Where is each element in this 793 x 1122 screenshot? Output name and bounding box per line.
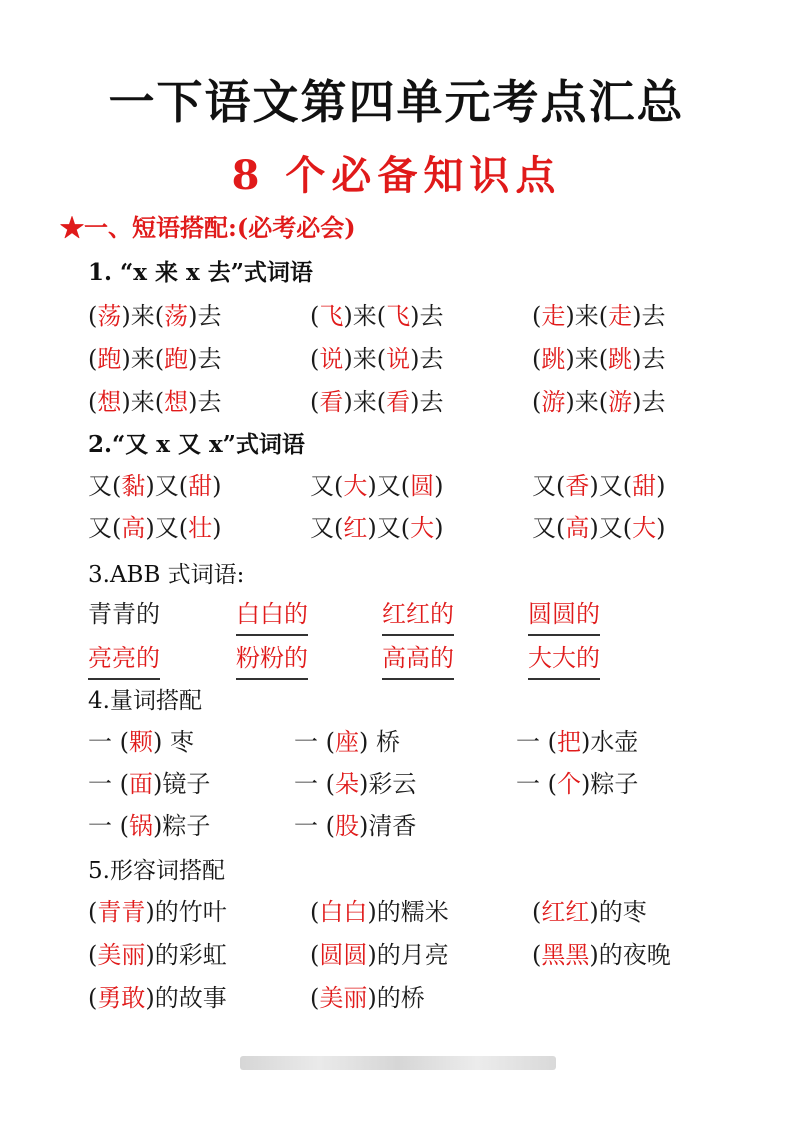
phrase-text: )的月亮 [367,941,449,969]
phrase [310,510,443,546]
answer-word: 看 [386,388,411,416]
phrase-text: ( [532,302,542,330]
phrase-text: )的桥 [367,984,425,1012]
phrase [88,468,221,504]
phrase-text: ( [310,345,320,373]
phrase-text: )又( [367,514,411,542]
answer-word: 红 [343,514,368,542]
phrase-text: 又( [88,472,122,500]
phrase-text: ( [310,941,320,969]
watermark-bar [240,1056,556,1070]
phrase-text: )水壶 [581,728,639,756]
phrase-text: )来( [121,345,165,373]
phrase-text: ( [310,898,320,926]
answer-word: 把 [557,728,581,756]
phrase-text: ) [212,472,222,500]
subsection-heading-4: 4.量词搭配 [88,688,202,714]
subsection-heading-1: 1. “x 来 x 去”式词语 [88,259,313,286]
section-heading-1: ★一、短语搭配:(必考必会) [60,213,356,242]
abb-word: 高高的 [382,640,454,680]
answer-word: 壮 [188,514,213,542]
phrase-text: )来( [565,388,609,416]
phrase-text: 一 ( [516,728,557,756]
answer-word: 白白 [319,898,368,926]
phrase-text: 一 ( [516,770,557,798]
phrase-text: )来( [343,345,387,373]
phrase-text: ( [532,941,542,969]
phrase-text: 又( [310,514,344,542]
answer-word: 甜 [188,472,213,500]
phrase-text: )又( [589,514,633,542]
answer-word: 颗 [129,728,153,756]
phrase-text: )去 [632,388,666,416]
phrase-text: ( [532,898,542,926]
phrase-text: 一 ( [294,728,335,756]
phrase-text: )的竹叶 [145,898,227,926]
phrase-text: )的彩虹 [145,941,227,969]
phrase [310,937,449,973]
phrase [310,894,449,930]
phrase [88,724,194,760]
phrase-text: )去 [410,388,444,416]
page-title: 一下语文第四单元考点汇总 [108,75,685,129]
phrase-text: )来( [565,302,609,330]
phrase [310,384,443,420]
answer-word: 圆圆 [319,941,368,969]
phrase-text: ( [310,984,320,1012]
phrase-text: )来( [343,302,387,330]
phrase-text: )去 [632,345,666,373]
phrase [310,468,443,504]
abb-word: 白白的 [236,596,308,636]
phrase-text: )来( [121,388,165,416]
phrase-text: ( [88,388,98,416]
phrase [88,980,227,1016]
phrase-text: )去 [188,302,222,330]
answer-word: 荡 [97,302,122,330]
phrase-text: 一 ( [294,770,335,798]
phrase-text: )来( [121,302,165,330]
answer-word: 黑黑 [541,941,590,969]
phrase-text: )的故事 [145,984,227,1012]
phrase-text: )来( [343,388,387,416]
answer-word: 大 [410,514,435,542]
phrase [88,766,210,802]
phrase [88,894,227,930]
phrase-text: ( [88,984,98,1012]
phrase [532,384,665,420]
answer-word: 跑 [97,345,122,373]
answer-word: 股 [335,812,359,840]
phrase-text: )镜子 [153,770,211,798]
answer-word: 高 [121,514,146,542]
phrase-text: )去 [410,302,444,330]
abb-word: 青青的 [88,600,160,628]
abb-word: 大大的 [528,640,600,680]
answer-word: 荡 [164,302,189,330]
phrase-text: ) [656,472,666,500]
answer-word: 说 [386,345,411,373]
abb-word: 粉粉的 [236,640,308,680]
answer-word: 红红 [541,898,590,926]
phrase-text: ) [434,472,444,500]
answer-word: 大 [343,472,368,500]
phrase-text: ) [656,514,666,542]
phrase-text: )又( [367,472,411,500]
phrase-text: ) [212,514,222,542]
answer-word: 锅 [129,812,153,840]
phrase-text: ( [532,345,542,373]
answer-word: 看 [319,388,344,416]
phrase-text: )的夜晚 [589,941,671,969]
answer-word: 走 [541,302,566,330]
answer-word: 朵 [335,770,359,798]
phrase [516,766,638,802]
phrase-text: ( [88,898,98,926]
phrase-text: )去 [632,302,666,330]
answer-word: 游 [541,388,566,416]
phrase [310,298,443,334]
answer-word: 香 [565,472,590,500]
phrase-text: )又( [589,472,633,500]
phrase-text: 又( [532,472,566,500]
phrase-text: ) [434,514,444,542]
phrase-text: )来( [565,345,609,373]
answer-word: 大 [632,514,657,542]
phrase [88,937,227,973]
answer-word: 想 [164,388,189,416]
phrase-text: 一 ( [294,812,335,840]
answer-word: 高 [565,514,590,542]
answer-word: 甜 [632,472,657,500]
phrase [88,341,221,377]
answer-word: 青青 [97,898,146,926]
phrase [294,808,416,844]
answer-word: 美丽 [319,984,368,1012]
phrase-text: )又( [145,472,189,500]
phrase-text: 一 ( [88,728,129,756]
answer-word: 跳 [608,345,633,373]
phrase-text: )去 [188,388,222,416]
phrase [88,384,221,420]
phrase [88,298,221,334]
answer-word: 跳 [541,345,566,373]
page-subtitle: 8 个必备知识点 [231,152,562,199]
phrase-text: ( [88,941,98,969]
abb-word: 红红的 [382,596,454,636]
answer-word: 个 [557,770,581,798]
phrase [532,510,665,546]
phrase [516,724,638,760]
phrase-text: )的枣 [589,898,647,926]
phrase-text: ) 枣 [153,728,194,756]
phrase [294,724,400,760]
phrase-text: ( [88,302,98,330]
phrase [532,894,647,930]
phrase-text: )去 [410,345,444,373]
phrase [532,468,665,504]
subsection-heading-3: 3.ABB 式词语: [88,562,245,588]
answer-word: 飞 [386,302,411,330]
phrase [532,937,671,973]
phrase-text: )彩云 [359,770,417,798]
answer-word: 飞 [319,302,344,330]
subsection-heading-2: 2.“又 x 又 x”式词语 [88,431,305,458]
subsection-heading-5: 5.形容词搭配 [88,858,225,884]
answer-word: 黏 [121,472,146,500]
phrase-text: ( [310,388,320,416]
phrase [294,766,416,802]
abb-word: 亮亮的 [88,640,160,680]
cropped-next-heading [40,1018,760,1028]
phrase [88,510,221,546]
phrase [532,298,665,334]
answer-word: 面 [129,770,153,798]
answer-word: 想 [97,388,122,416]
phrase [88,808,210,844]
phrase [310,980,425,1016]
phrase-text: ( [532,388,542,416]
phrase-text: )的糯米 [367,898,449,926]
phrase-text: 又( [88,514,122,542]
phrase-text: )粽子 [581,770,639,798]
phrase-text: 又( [532,514,566,542]
answer-word: 说 [319,345,344,373]
phrase-text: ( [88,345,98,373]
answer-word: 圆 [410,472,435,500]
answer-word: 游 [608,388,633,416]
phrase-text: )又( [145,514,189,542]
answer-word: 跑 [164,345,189,373]
phrase-text: )去 [188,345,222,373]
phrase-text: )粽子 [153,812,211,840]
phrase-text: ) 桥 [359,728,400,756]
answer-word: 美丽 [97,941,146,969]
phrase [310,341,443,377]
phrase-text: 又( [310,472,344,500]
phrase-text: )清香 [359,812,417,840]
phrase [532,341,665,377]
answer-word: 座 [335,728,359,756]
abb-word: 圆圆的 [528,596,600,636]
phrase-text: 一 ( [88,812,129,840]
answer-word: 勇敢 [97,984,146,1012]
answer-word: 走 [608,302,633,330]
phrase-text: ( [310,302,320,330]
phrase-text: 一 ( [88,770,129,798]
